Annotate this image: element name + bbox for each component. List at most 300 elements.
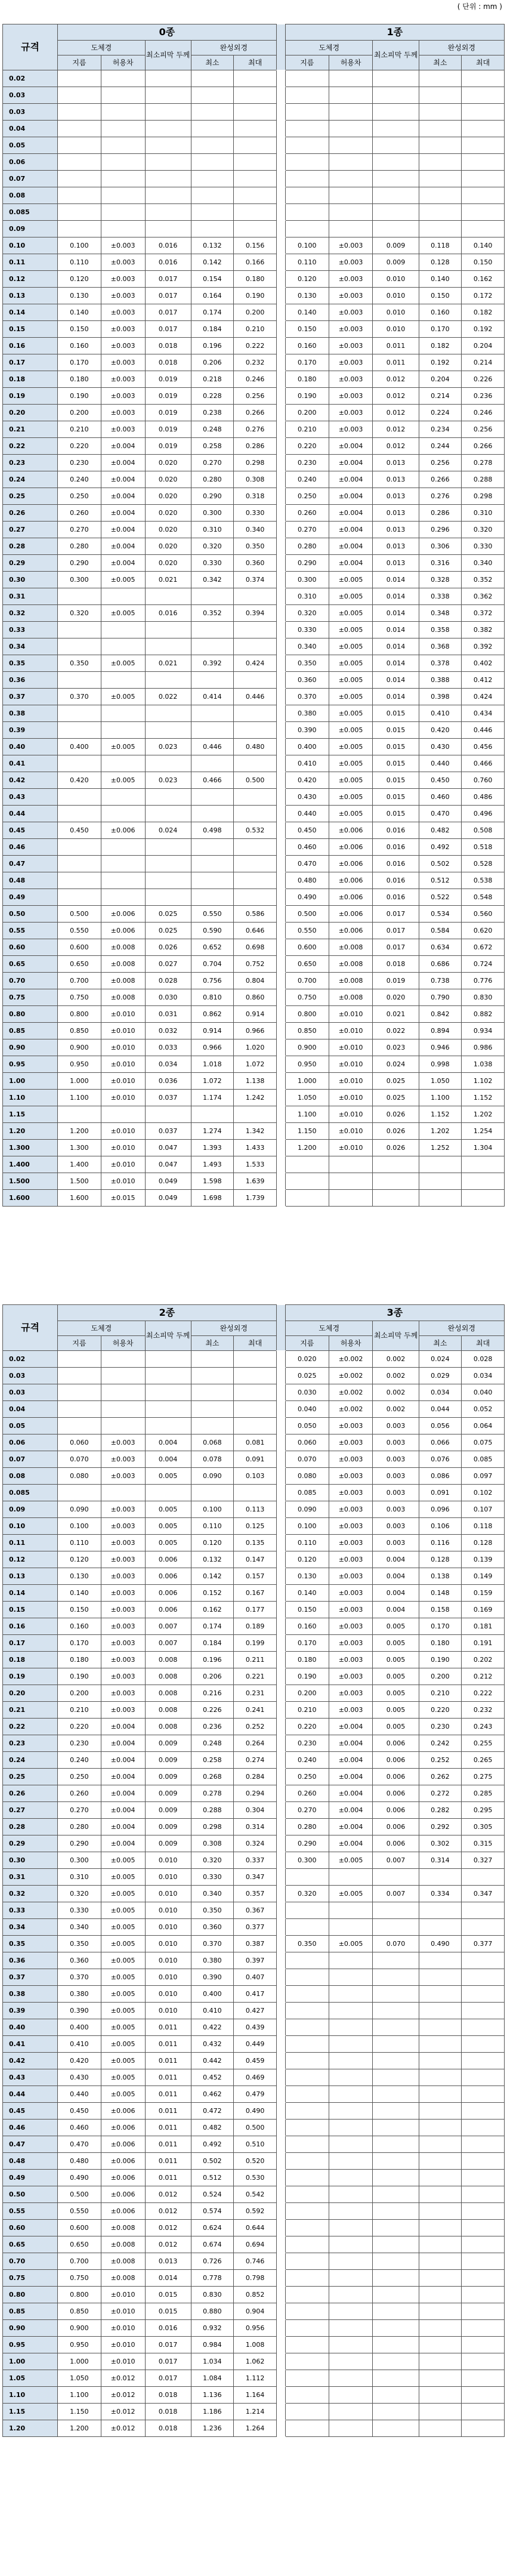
tolerance-left: [101, 87, 145, 104]
min-film-thickness-right: [373, 2253, 419, 2270]
overall-max-right: 0.424: [462, 689, 505, 705]
conductor-diameter-right: 0.190: [285, 388, 329, 405]
conductor-diameter-right: [285, 2270, 329, 2287]
overall-max-right: 0.162: [462, 271, 505, 288]
overall-min-left: 0.270: [191, 455, 234, 471]
min-film-thickness-left: 0.049: [145, 1173, 191, 1190]
column-separator: [276, 104, 285, 121]
table-row: [3, 2053, 505, 2069]
min-film-thickness-right: [373, 1986, 419, 2003]
min-film-thickness-left: [145, 171, 191, 187]
class-header-left: 0종: [58, 24, 277, 41]
min-film-thickness-left: 0.010: [145, 1936, 191, 1952]
overall-max-right: [462, 2370, 505, 2387]
table-row: [3, 421, 505, 438]
min-film-thickness-right: 0.015: [373, 705, 419, 722]
gauge-cell: 0.29: [3, 555, 58, 572]
overall-max-right: 0.934: [462, 1023, 505, 1039]
overall-min-left: 0.524: [191, 2186, 234, 2203]
conductor-diameter-left: 0.130: [58, 1568, 101, 1585]
overall-max-right: 0.724: [462, 956, 505, 973]
conductor-diameter-left: 0.230: [58, 1735, 101, 1752]
overall-min-left: 0.862: [191, 1006, 234, 1023]
conductor-diameter-right: [285, 2036, 329, 2053]
overall-min-right: 0.138: [419, 1568, 462, 1585]
overall-min-right: 0.190: [419, 1652, 462, 1668]
column-separator: [276, 588, 285, 605]
min-film-thickness-right: 0.025: [373, 1073, 419, 1090]
nominal-header-right: 지름: [285, 55, 329, 70]
min-film-thickness-left: 0.005: [145, 1468, 191, 1485]
conductor-diameter-right: 0.120: [285, 1551, 329, 1568]
tolerance-left: [101, 1106, 145, 1123]
conductor-diameter-left: 0.950: [58, 1056, 101, 1073]
min-film-thickness-left: 0.012: [145, 2186, 191, 2203]
min-film-thickness-right: 0.015: [373, 806, 419, 822]
conductor-diameter-left: 0.900: [58, 1039, 101, 1056]
column-separator: [276, 1752, 285, 1769]
column-separator: [276, 522, 285, 538]
table-row: [3, 1140, 505, 1156]
table-row: [3, 187, 505, 204]
overall-max-left: 0.520: [234, 2153, 277, 2170]
min-thickness-header-left: 최소피막 두께: [145, 41, 191, 70]
column-separator: [276, 505, 285, 522]
min-film-thickness-left: [145, 154, 191, 171]
overall-min-right: 0.076: [419, 1451, 462, 1468]
tolerance-left: ±0.010: [101, 1006, 145, 1023]
tolerance-right: [329, 171, 373, 187]
conductor-diameter-right: 1.000: [285, 1073, 329, 1090]
column-separator: [276, 1969, 285, 1986]
conductor-diameter-right: [285, 154, 329, 171]
overall-max-left: 0.246: [234, 371, 277, 388]
table-row: [3, 204, 505, 221]
tolerance-left: ±0.010: [101, 2303, 145, 2320]
conductor-diameter-right: 0.240: [285, 471, 329, 488]
overall-min-left: 0.674: [191, 2236, 234, 2253]
tolerance-left: ±0.004: [101, 455, 145, 471]
overall-max-right: 0.232: [462, 1702, 505, 1719]
overall-max-left: 0.274: [234, 1752, 277, 1769]
conductor-diameter-right: 0.600: [285, 939, 329, 956]
gauge-cell: 0.49: [3, 2170, 58, 2186]
conductor-diameter-right: 0.360: [285, 672, 329, 689]
overall-min-left: 0.432: [191, 2036, 234, 2053]
tolerance-left: ±0.010: [101, 2287, 145, 2303]
conductor-diameter-left: 0.750: [58, 989, 101, 1006]
min-film-thickness-left: [145, 1401, 191, 1418]
conductor-diameter-left: 1.100: [58, 2387, 101, 2404]
conductor-diameter-right: 0.070: [285, 1451, 329, 1468]
overall-max-left: [234, 121, 277, 137]
table-row: [3, 689, 505, 705]
min-film-thickness-left: 0.017: [145, 304, 191, 321]
conductor-diameter-right: [285, 1969, 329, 1986]
column-separator: [276, 956, 285, 973]
overall-max-left: 0.350: [234, 538, 277, 555]
column-separator: [276, 254, 285, 271]
overall-max-right: [462, 2253, 505, 2270]
tolerance-left: [101, 755, 145, 772]
min-film-thickness-left: 0.004: [145, 1451, 191, 1468]
conductor-diameter-left: 0.250: [58, 488, 101, 505]
conductor-diameter-left: [58, 1106, 101, 1123]
gauge-cell: 0.42: [3, 2053, 58, 2069]
conductor-diameter-right: [285, 2069, 329, 2086]
overall-max-right: 1.254: [462, 1123, 505, 1140]
tolerance-left: ±0.004: [101, 522, 145, 538]
min-film-thickness-left: 0.031: [145, 1006, 191, 1023]
table-row: [3, 237, 505, 254]
column-separator: [276, 438, 285, 455]
conductor-diameter-left: 0.200: [58, 405, 101, 421]
conductor-diameter-left: 0.110: [58, 1535, 101, 1551]
table-row: [3, 1936, 505, 1952]
min-film-thickness-left: 0.009: [145, 1802, 191, 1819]
column-separator: [276, 822, 285, 839]
column-separator: [276, 2136, 285, 2153]
column-separator: [276, 338, 285, 354]
overall-max-right: 1.304: [462, 1140, 505, 1156]
min-film-thickness-left: 0.020: [145, 488, 191, 505]
overall-max-left: [234, 1418, 277, 1434]
min-film-thickness-right: 0.017: [373, 939, 419, 956]
overall-max-right: [462, 2186, 505, 2203]
overall-min-right: [419, 187, 462, 204]
min-film-thickness-right: 0.006: [373, 1769, 419, 1785]
tolerance-right: ±0.005: [329, 689, 373, 705]
column-separator: [276, 739, 285, 755]
tolerance-left: ±0.008: [101, 2253, 145, 2270]
overall-min-left: 0.132: [191, 237, 234, 254]
min-film-thickness-left: [145, 789, 191, 806]
tolerance-header-left: 허용차: [101, 1336, 145, 1351]
overall-diameter-header-left: 완성외경: [191, 41, 276, 55]
tolerance-left: [101, 1368, 145, 1384]
min-film-thickness-left: 0.017: [145, 2353, 191, 2370]
min-film-thickness-left: 0.005: [145, 1501, 191, 1518]
overall-max-left: 0.081: [234, 1434, 277, 1451]
tolerance-right: ±0.005: [329, 605, 373, 622]
conductor-diameter-right: [285, 2053, 329, 2069]
gauge-cell: 0.80: [3, 1006, 58, 1023]
column-separator: [276, 1056, 285, 1073]
table-row: [3, 1652, 505, 1668]
overall-max-left: [234, 889, 277, 906]
tolerance-left: ±0.004: [101, 1719, 145, 1735]
min-film-thickness-left: [145, 1418, 191, 1434]
table-row: [3, 1719, 505, 1735]
gauge-cell: 0.19: [3, 1668, 58, 1685]
column-separator: [276, 1006, 285, 1023]
tolerance-left: ±0.010: [101, 2320, 145, 2337]
conductor-diameter-right: [285, 2236, 329, 2253]
tolerance-right: ±0.002: [329, 1351, 373, 1368]
table-row: [3, 739, 505, 755]
min-film-thickness-left: 0.004: [145, 1434, 191, 1451]
overall-max-left: 0.199: [234, 1635, 277, 1652]
min-film-thickness-left: 0.018: [145, 354, 191, 371]
gauge-cell: 0.60: [3, 939, 58, 956]
overall-max-left: 1.062: [234, 2353, 277, 2370]
tolerance-right: [329, 204, 373, 221]
min-film-thickness-left: 0.013: [145, 2253, 191, 2270]
overall-max-left: 0.189: [234, 1618, 277, 1635]
overall-min-left: 0.498: [191, 822, 234, 839]
tolerance-left: ±0.003: [101, 1501, 145, 1518]
overall-max-left: 0.377: [234, 1919, 277, 1936]
overall-min-left: 0.380: [191, 1952, 234, 1969]
overall-min-left: [191, 856, 234, 872]
column-separator: [276, 471, 285, 488]
overall-max-right: 0.382: [462, 622, 505, 638]
overall-max-right: [462, 1173, 505, 1190]
column-separator: [276, 1635, 285, 1652]
min-film-thickness-left: 0.012: [145, 2236, 191, 2253]
gauge-cell: 0.20: [3, 1685, 58, 1702]
overall-max-left: 0.644: [234, 2220, 277, 2236]
conductor-diameter-right: 0.100: [285, 1518, 329, 1535]
column-separator: [276, 1190, 285, 1207]
conductor-diameter-left: [58, 187, 101, 204]
overall-min-left: 1.698: [191, 1190, 234, 1207]
overall-min-right: 0.160: [419, 304, 462, 321]
gauge-cell: 0.19: [3, 388, 58, 405]
conductor-diameter-left: 1.000: [58, 1073, 101, 1090]
overall-max-right: 0.412: [462, 672, 505, 689]
gauge-cell: 0.22: [3, 438, 58, 455]
tolerance-left: [101, 872, 145, 889]
conductor-diameter-right: [285, 171, 329, 187]
overall-min-left: 0.226: [191, 1702, 234, 1719]
overall-max-left: 0.200: [234, 304, 277, 321]
tolerance-left: ±0.006: [101, 2120, 145, 2136]
column-separator: [276, 2404, 285, 2420]
column-separator: [276, 755, 285, 772]
min-film-thickness-right: 0.014: [373, 622, 419, 638]
column-separator: [276, 2353, 285, 2370]
min-thickness-header-right: 최소피막 두께: [373, 1321, 419, 1351]
conductor-diameter-left: [58, 70, 101, 87]
overall-min-right: 0.296: [419, 522, 462, 538]
tolerance-right: [329, 2270, 373, 2287]
overall-min-right: 0.116: [419, 1535, 462, 1551]
overall-max-left: 0.147: [234, 1551, 277, 1568]
tolerance-right: ±0.003: [329, 1501, 373, 1518]
min-film-thickness-left: 0.036: [145, 1073, 191, 1090]
overall-min-right: 0.482: [419, 822, 462, 839]
column-separator: [276, 1852, 285, 1869]
conductor-diameter-left: 0.150: [58, 321, 101, 338]
column-separator: [276, 2186, 285, 2203]
conductor-diameter-left: [58, 87, 101, 104]
column-separator: [276, 271, 285, 288]
overall-min-left: 0.142: [191, 254, 234, 271]
conductor-diameter-right: [285, 121, 329, 137]
conductor-diameter-left: 0.310: [58, 1869, 101, 1886]
min-film-thickness-left: 0.008: [145, 1652, 191, 1668]
overall-max-left: 0.469: [234, 2069, 277, 2086]
overall-max-right: 0.097: [462, 1468, 505, 1485]
min-film-thickness-right: 0.007: [373, 1886, 419, 1902]
gauge-cell: 0.43: [3, 2069, 58, 2086]
overall-min-right: [419, 2103, 462, 2120]
gauge-cell: 1.20: [3, 2420, 58, 2437]
spec-table-class-0-1: [2, 24, 505, 1207]
table-row: [3, 438, 505, 455]
tolerance-left: ±0.003: [101, 271, 145, 288]
min-film-thickness-left: 0.011: [145, 2170, 191, 2186]
overall-min-left: [191, 104, 234, 121]
overall-min-right: 0.096: [419, 1501, 462, 1518]
conductor-diameter-right: [285, 1869, 329, 1886]
overall-max-left: [234, 1351, 277, 1368]
overall-max-left: [234, 187, 277, 204]
min-film-thickness-left: [145, 839, 191, 856]
tolerance-left: ±0.004: [101, 1802, 145, 1819]
gauge-cell: 0.13: [3, 1568, 58, 1585]
conductor-diameter-right: 0.300: [285, 572, 329, 588]
overall-min-left: 0.142: [191, 1568, 234, 1585]
conductor-diameter-right: 0.950: [285, 1056, 329, 1073]
min-film-thickness-right: 0.002: [373, 1401, 419, 1418]
conductor-diameter-right: 0.240: [285, 1752, 329, 1769]
conductor-diameter-left: [58, 1418, 101, 1434]
gauge-cell: 0.02: [3, 70, 58, 87]
overall-max-left: [234, 1106, 277, 1123]
conductor-diameter-right: [285, 1173, 329, 1190]
overall-min-right: [419, 87, 462, 104]
column-separator: [276, 1451, 285, 1468]
overall-max-left: 0.532: [234, 822, 277, 839]
column-separator: [276, 24, 285, 70]
overall-max-right: 0.377: [462, 1936, 505, 1952]
overall-min-left: [191, 588, 234, 605]
tolerance-left: ±0.008: [101, 939, 145, 956]
overall-min-right: [419, 2387, 462, 2404]
overall-max-right: [462, 104, 505, 121]
overall-max-right: 0.212: [462, 1668, 505, 1685]
tolerance-left: [101, 1384, 145, 1401]
table-row: [3, 1735, 505, 1752]
column-separator: [276, 1156, 285, 1173]
overall-min-right: [419, 2203, 462, 2220]
tolerance-right: [329, 104, 373, 121]
tolerance-left: ±0.005: [101, 655, 145, 672]
overall-min-left: 0.258: [191, 1752, 234, 1769]
column-separator: [276, 1802, 285, 1819]
overall-min-right: 0.946: [419, 1039, 462, 1056]
min-film-thickness-left: [145, 204, 191, 221]
table-row: [3, 1073, 505, 1090]
table-row: [3, 1635, 505, 1652]
conductor-header-left: 도체경: [58, 1321, 146, 1336]
conductor-diameter-right: 0.270: [285, 522, 329, 538]
overall-min-left: 0.320: [191, 1852, 234, 1869]
overall-min-right: 0.368: [419, 638, 462, 655]
table-row: [3, 505, 505, 522]
overall-max-right: 0.182: [462, 304, 505, 321]
nominal-header-left: 지름: [58, 55, 101, 70]
overall-max-left: [234, 221, 277, 237]
tolerance-left: [101, 171, 145, 187]
overall-min-left: 0.466: [191, 772, 234, 789]
overall-max-left: [234, 722, 277, 739]
gauge-cell: 0.05: [3, 137, 58, 154]
conductor-diameter-left: 0.850: [58, 2303, 101, 2320]
overall-min-left: 1.174: [191, 1090, 234, 1106]
table-row: [3, 1123, 505, 1140]
column-separator: [276, 1668, 285, 1685]
min-film-thickness-right: 0.003: [373, 1468, 419, 1485]
tolerance-right: ±0.004: [329, 538, 373, 555]
overall-max-right: 0.496: [462, 806, 505, 822]
table-row: [3, 622, 505, 638]
tolerance-left: [101, 137, 145, 154]
overall-min-left: [191, 755, 234, 772]
tolerance-right: ±0.003: [329, 421, 373, 438]
tolerance-right: [329, 221, 373, 237]
conductor-diameter-left: 0.470: [58, 2136, 101, 2153]
tolerance-left: ±0.012: [101, 2420, 145, 2437]
overall-max-left: 1.112: [234, 2370, 277, 2387]
conductor-diameter-right: 0.390: [285, 722, 329, 739]
gauge-cell: 1.00: [3, 1073, 58, 1090]
table-row: [3, 755, 505, 772]
min-film-thickness-right: 0.005: [373, 1618, 419, 1635]
conductor-diameter-left: [58, 121, 101, 137]
min-film-thickness-right: 0.004: [373, 1585, 419, 1602]
conductor-diameter-right: 0.140: [285, 1585, 329, 1602]
tolerance-right: ±0.005: [329, 722, 373, 739]
table-row: [3, 2103, 505, 2120]
overall-min-left: 0.422: [191, 2019, 234, 2036]
tolerance-right: [329, 1919, 373, 1936]
conductor-diameter-left: 0.120: [58, 271, 101, 288]
min-film-thickness-left: 0.008: [145, 1702, 191, 1719]
tolerance-left: ±0.008: [101, 989, 145, 1006]
overall-max-right: 0.202: [462, 1652, 505, 1668]
min-film-thickness-right: 0.006: [373, 1785, 419, 1802]
min-film-thickness-right: 0.004: [373, 1568, 419, 1585]
overall-max-right: [462, 2003, 505, 2019]
overall-max-right: 0.560: [462, 906, 505, 923]
tolerance-left: ±0.003: [101, 1518, 145, 1535]
overall-min-right: 0.066: [419, 1434, 462, 1451]
min-film-thickness-left: 0.028: [145, 973, 191, 989]
column-separator: [276, 2270, 285, 2287]
conductor-diameter-left: 0.490: [58, 2170, 101, 2186]
tolerance-left: [101, 638, 145, 655]
conductor-diameter-right: 0.085: [285, 1485, 329, 1501]
conductor-diameter-left: 0.220: [58, 438, 101, 455]
table-row: [3, 1006, 505, 1023]
overall-max-right: 0.285: [462, 1785, 505, 1802]
conductor-diameter-right: 0.110: [285, 1535, 329, 1551]
conductor-diameter-left: 0.160: [58, 338, 101, 354]
gauge-cell: 0.32: [3, 1886, 58, 1902]
overall-max-right: 0.298: [462, 488, 505, 505]
tolerance-left: ±0.006: [101, 2203, 145, 2220]
conductor-diameter-left: 0.300: [58, 1852, 101, 1869]
overall-max-left: 0.746: [234, 2253, 277, 2270]
overall-max-left: 1.264: [234, 2420, 277, 2437]
tolerance-left: ±0.005: [101, 1902, 145, 1919]
min-film-thickness-right: [373, 2353, 419, 2370]
tolerance-right: ±0.004: [329, 1802, 373, 1819]
tolerance-right: ±0.002: [329, 1368, 373, 1384]
